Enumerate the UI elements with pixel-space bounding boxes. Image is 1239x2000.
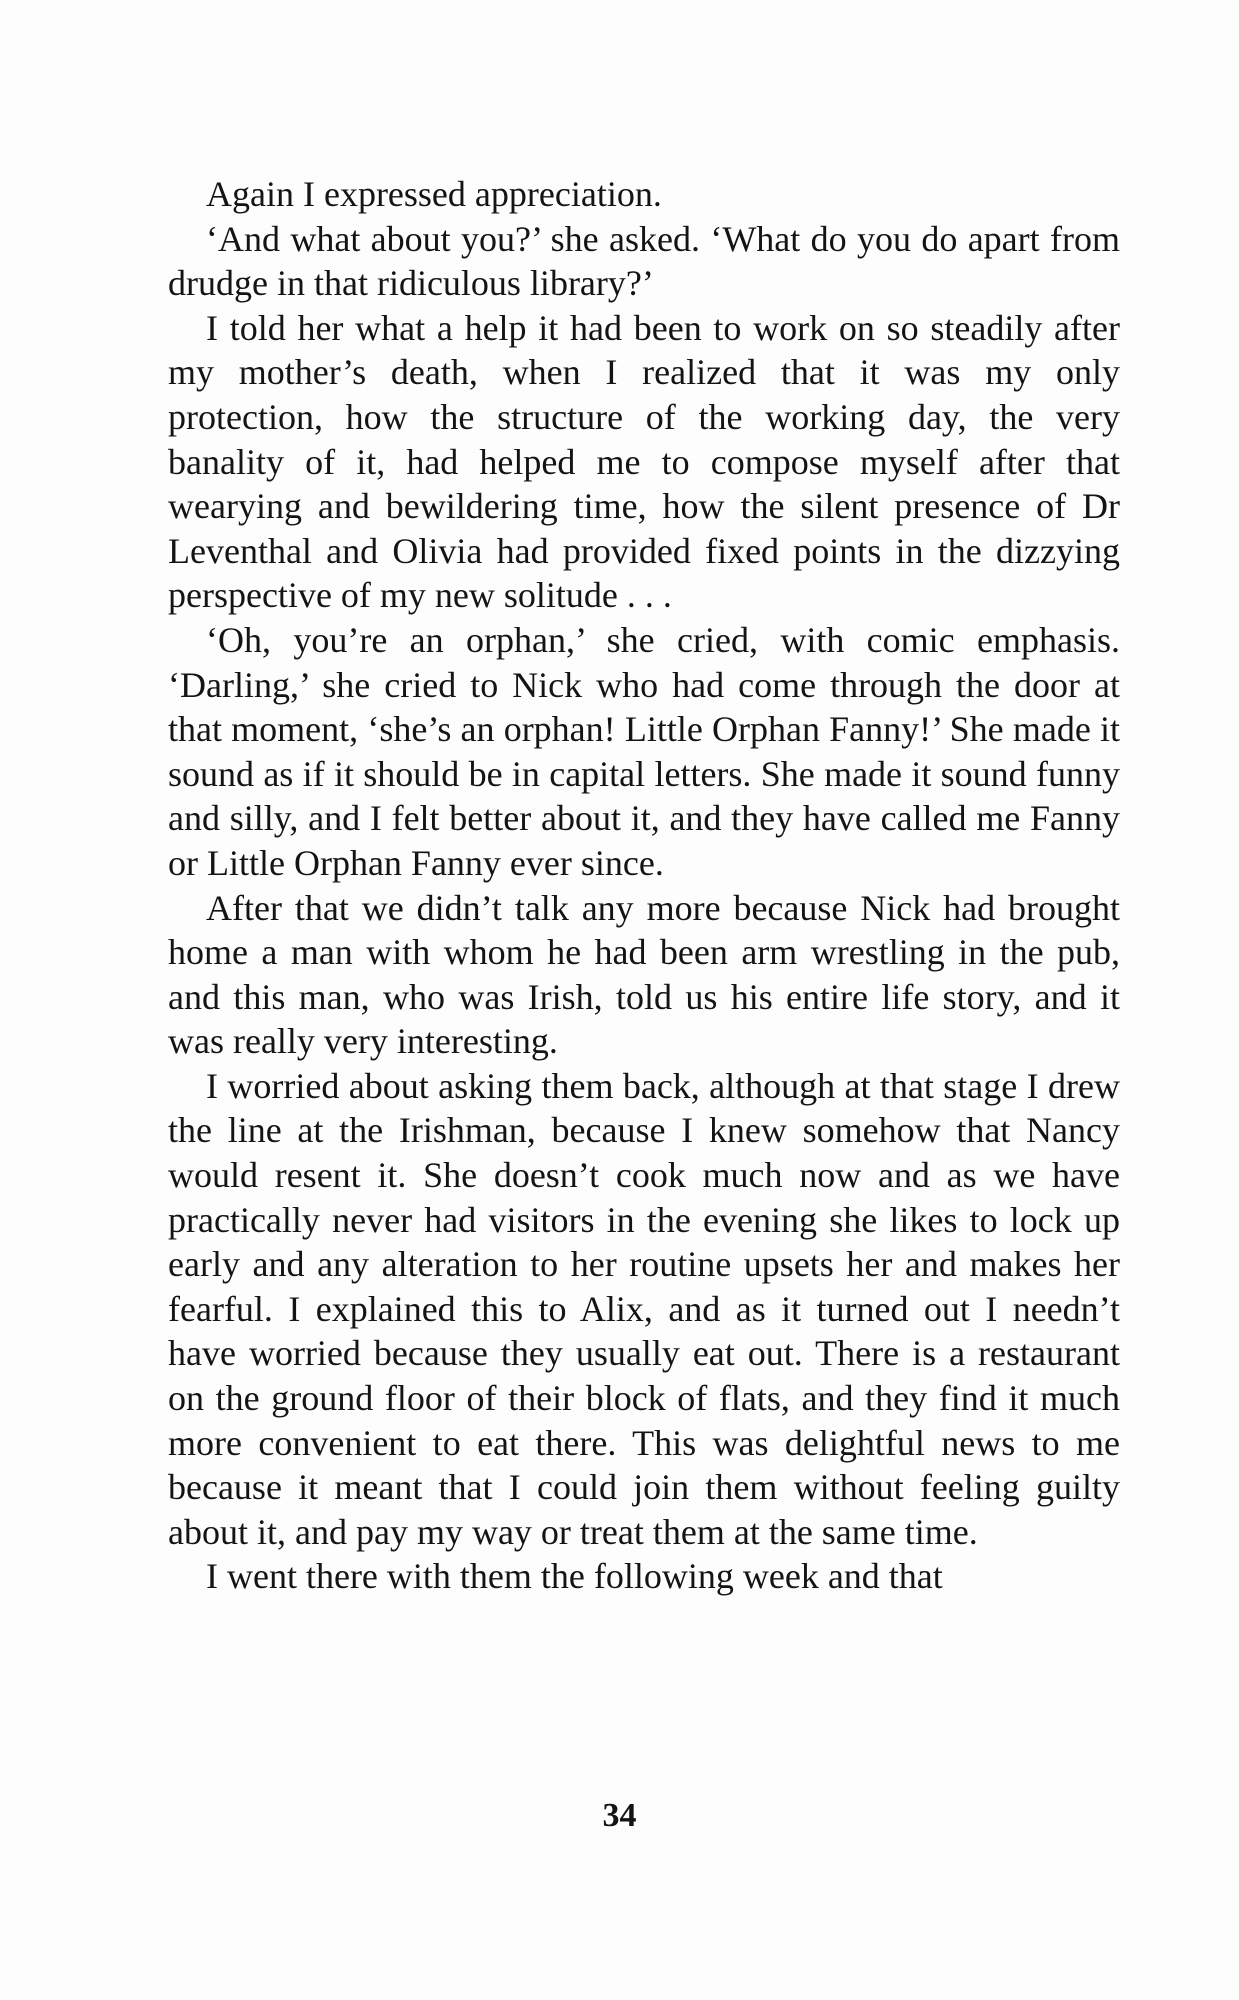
paragraph-6: I worried about asking them back, although at that stage I drew the line at the Irishman, because I knew somehow that Nancy would resent it. She doesn’t cook much now and as we have practically never had visitors in the evening she likes to lock up early and any alteration to her routine upsets her and makes her fearful. I explained this to Alix, and as it turned out I needn’t have worried because they usually eat out. There is a restaurant on the ground floor of their block of flats, and they find it much more convenient to eat there. This was delightful news to me because it meant that I could join them without feeling guilty about it, and pay my way or treat them at the same time. <box>168 1065 1120 1552</box>
paragraph-3: I told her what a help it had been to work on so steadily after my mother’s death, when I realized that it was my only protection, how the structure of the working day, the very banality of it, had helped me to compose myself after that wearying and bewildering time, how the silent presence of Dr Leventhal and Olivia had provided fixed points in the dizzying perspective of my new solitude . . . <box>168 307 1120 616</box>
paragraph-7: I went there with them the following week and that <box>206 1556 943 1597</box>
page-number: 34 <box>602 1797 637 1834</box>
paragraph-5: After that we didn’t talk any more because Nick had brought home a man with whom he had been arm wrestling in the pub, and this man, who was Irish, told us his entire life story, and it was really very interesting. <box>168 887 1120 1062</box>
body-text <box>168 172 1120 1599</box>
paragraph-2: ‘And what about you?’ she asked. ‘What do you do apart from drudge in that ridiculous library?’ <box>168 218 1120 304</box>
paragraph-4: ‘Oh, you’re an orphan,’ she cried, with comic emphasis. ‘Darling,’ she cried to Nick who had come through the door at that moment, ‘she’s an orphan! Little Orphan Fanny!’ She made it sound as if it should be in capital letters. She made it sound funny and silly, and I felt better about it, and they have called me Fanny or Little Orphan Fanny ever since. <box>168 619 1120 883</box>
paragraph-1: Again I expressed appreciation. <box>206 174 662 214</box>
